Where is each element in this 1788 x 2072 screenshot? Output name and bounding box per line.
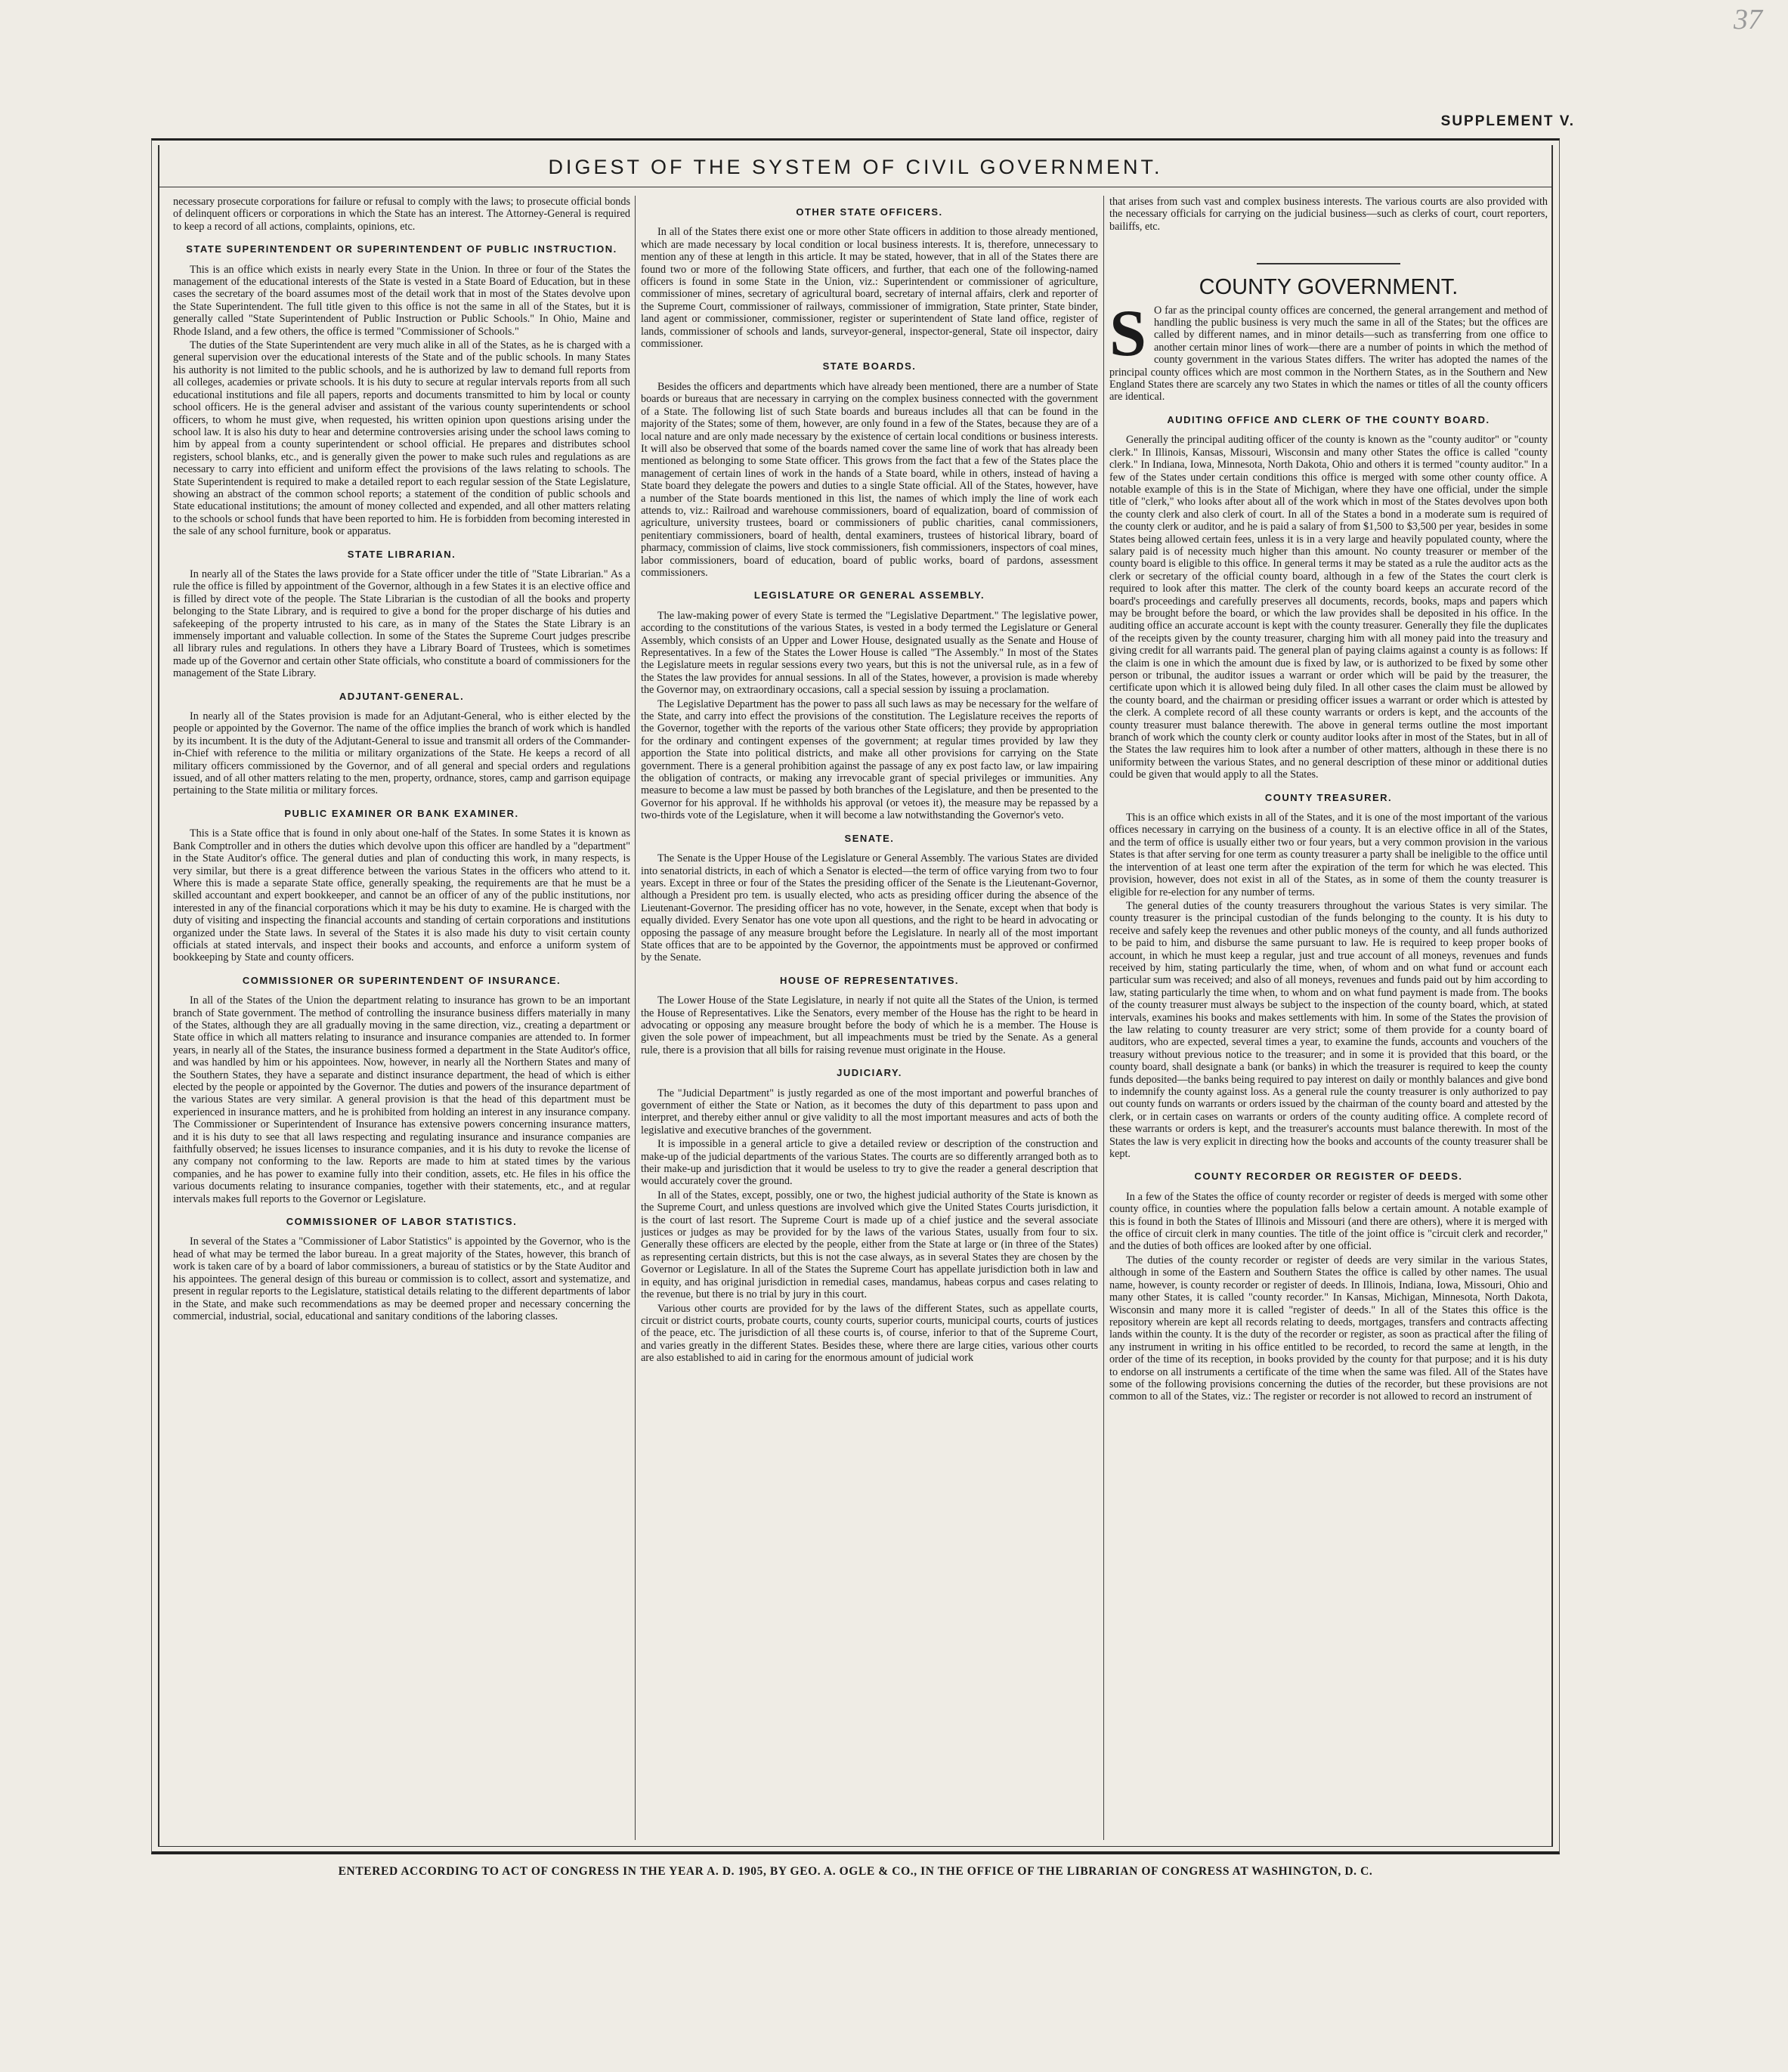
paragraph: This is an office which exists in all of the States, and it is one of the most important of the various offices necessary in carrying on the business of a county. It is an elective office in all of the States, and the term of office is usually either two or four years, but a very common provision in the various States is that after serving for one term as county treasurer a party shall be ineligible to the office until the intervention of at least one term after the expiration of the term for which he was elected. This provision, however, does not exist in all of the States, as in some of them the county treasurer is eligible for re-election for any number of terms.	[1109, 812, 1548, 898]
copyright-line: ENTERED ACCORDING TO ACT OF CONGRESS IN THE YEAR A. D. 1905, BY GEO. A. OGLE & CO., IN THE OFFICE OF THE LIBRARIAN OF CONGRESS AT WASHINGTON, D. C.	[338, 1865, 1373, 1878]
section-heading: COUNTY TREASURER.	[1264, 791, 1393, 803]
paragraph: This is an office which exists in nearly every State in the Union. In three or four of the States the management of the educational interests of the State is vested in a State Board of Education, but in these cases the secretary of the board assumes most of the detail work that in most of the States devolve upon the State Superintendent. The full title given to this office is not the same in all of the States, but it is generally called "State Superintendent of Public Instruction or Public Schools." In Ohio, Maine and Rhode Island, and a few others, the office is termed "Commissioner of Schools."	[173, 263, 630, 338]
paragraph: that arises from such vast and complex business interests. The various courts are also provided with the necessary officials for carrying on the judicial business—such as clerks of court, court reporters, bailiffs, etc.	[1109, 196, 1548, 233]
county-intro-paragraph	[1109, 296, 1548, 404]
section-heading: COMMISSIONER OR SUPERINTENDENT OF INSURANCE.	[242, 974, 561, 986]
paragraph: The "Judicial Department" is justly regarded as one of the most important and powerful branches of government of either the State or Nation, as it becomes the duty of this department to pass upon and interpret, and thereby either annul or give validity to all the most important measures and acts of both the legislative and executive branches of the government.	[641, 1087, 1098, 1137]
supplement-label: SUPPLEMENT V.	[1440, 113, 1575, 129]
section-heading: HOUSE OF REPRESENTATIVES.	[779, 974, 960, 986]
column-divider	[1103, 196, 1104, 1840]
digest-frame	[151, 138, 1560, 1854]
paragraph: The Senate is the Upper House of the Legislature or General Assembly. The various States are divided into senatorial districts, in each of which a Senator is elected—the term of office varying from two to four years. Except in three or four of the States the presiding officer of the Senate is the Lieutenant-Governor, although a President pro tem. is usually elected, who acts as presiding officer during the absence of the Lieutenant-Governor. The presiding officer has no vote, however, in the Senate, except when that body is equally divided. Every Senator has one vote upon all questions, and the right to be heard in advocating or opposing the passage of any measure brought before the Legislature. In nearly all of the most important State offices that are to be appointed by the Governor, the appointments must be approved or confirmed by the Senate.	[641, 852, 1098, 964]
page-title: DIGEST OF THE SYSTEM OF CIVIL GOVERNMENT.	[548, 156, 1163, 178]
column-divider	[635, 196, 636, 1840]
frame-inner	[158, 145, 1553, 1847]
paragraph: Various other courts are provided for by the laws of the different States, such as appellate courts, circuit or district courts, probate courts, county courts, superior courts, municipal courts, courts of justices of the peace, etc. The jurisdiction of all these courts is, of course, inferior to that of the Supreme Court, and varies greatly in the different States. Besides these, where there are large cities, various other courts are also established to aid in caring for the enormous amount of judicial work	[641, 1302, 1098, 1365]
section-heading: STATE BOARDS.	[822, 360, 917, 373]
paragraph: Generally the principal auditing officer of the county is known as the "county auditor" or "county clerk." In Illinois, Kansas, Missouri, Wisconsin and many other States the office is called "county clerk." In Indiana, Iowa, Minnesota, North Dakota, Ohio and others it is termed "county auditor." In a few of the States under certain conditions this office is merged with some other county office. A notable example of this is in the State of Michigan, where they have one official, under the simple title of "clerk," who looks after about all of the work which in most of the States devolves upon both the county clerk and also clerk of court. In all of the States a bond in a moderate sum is required of the county clerk or auditor, and he is paid a salary of from $1,500 to $3,500 per year, besides in some States being allowed certain fees, unless it is in a very large and heavily populated county, where the salary paid is of necessity much higher than this amount. No county treasurer or member of the county board is eligible to this office. In general terms it may be stated as a rule the auditor acts as the clerk or secretary of the official county board, although in a few of the States the court clerk is required to look after this matter. The clerk of the county board keeps an accurate record of the board's proceedings and carefully preserves all documents, records, books, maps and papers which may be brought before the board, or which the law provides shall be deposited in his office. In the auditing office an accurate account is kept with the county treasurer. Generally they file the duplicates of the receipts given by the county treasurer, charging him with all money paid into the treasury and giving credit for all warrants paid. The general plan of paying claims against a county is as follows: If the claim is one in which the amount due is fixed by law, or is authorized to be fixed by some other person or tribunal, the auditor issues a warrant or order which will be paid by the treasurer, the certificate upon which it is allowed being duly filed. In all other cases the claim must be allowed by the county board, and the chairman or presiding officer issues a warrant or order which is attested by the clerk. A complete record of all these county warrants or orders is kept, and the accounts of the county treasurer must balance therewith. The above in general terms outline the most important branch of work which the county clerk or county auditor looks after in most of the States, but in all of the States the law requires him to look after a number of other matters, although in these there is no uniformity between the various States, and no general description of these minor or additional duties could be given that would apply to all the States.	[1109, 434, 1548, 781]
section-heading: JUDICIARY.	[837, 1067, 902, 1079]
section-heading: AUDITING OFFICE AND CLERK OF THE COUNTY BOARD.	[1167, 413, 1490, 425]
section-heading: SENATE.	[844, 832, 895, 844]
paragraph: It is impossible in a general article to give a detailed review or description of the construction and make-up of the judicial departments of the various States. The courts are so differently arranged both as to their make-up and jurisdiction that it would be useless to try to give the reader a general description that would accurately cover the ground.	[641, 1138, 1098, 1188]
paragraph: The Lower House of the State Legislature, in nearly if not quite all the States of the Union, is termed the House of Representatives. Like the Senators, every member of the House has the right to be heard in advocating or opposing any measure brought before the body of which he is a member. The House is given the sole power of impeachment, but all impeachments must be tried by the Senate. As a general rule, there is a provision that all bills for raising revenue must originate in the House.	[641, 994, 1098, 1056]
section-rule	[1257, 263, 1400, 264]
section-heading: ADJUTANT-GENERAL.	[339, 690, 465, 702]
paragraph: The Legislative Department has the power to pass all such laws as may be necessary for the welfare of the State, and carry into effect the provisions of the constitution. The Legislature receives the reports of the Governor, together with the reports of the various other State officers; they provide by appropriation for the ordinary and contingent expenses of the government; at regular times provided by law they apportion the State into political districts, and make all other provisions for carrying on the State government. There is a general prohibition against the passage of any ex post facto law, or law impairing the obligation of contracts, or making any irrevocable grant of special privileges or immunities. Any measure to become a law must be passed by both branches of the Legislature, and then be presented to the Governor for his approval. If he withholds his approval (or vetoes it), the measure may be repassed by a two-thirds vote of the Legislature, when it will become a law notwithstanding the Governor's veto.	[641, 697, 1098, 822]
paragraph: In several of the States a "Commissioner of Labor Statistics" is appointed by the Governor, who is the head of what may be termed the labor bureau. In a great majority of the States, however, this branch of work is taken care of by a board of labor commissioners, a bureau of statistics or by the State Auditor and his appointees. The general design of this bureau or commission is to collect, assort and systematize, and present in regular reports to the Legislature, statistical details relating to the different departments of labor in the State, and make such recommendations as may be deemed proper and necessary concerning the commercial, industrial, social, educational and sanitary conditions of the laboring classes.	[173, 1235, 630, 1322]
paragraph: In nearly all of the States provision is made for an Adjutant-General, who is either elected by the people or appointed by the Governor. The name of the office implies the branch of work which is handled by its incumbent. It is the duty of the Adjutant-General to issue and transmit all orders of the Commander-in-Chief with reference to the militia or military organizations of the State. He keeps a record of all military officers commissioned by the Governor, and of all general and special orders and regulations issued, and of all other matters relating to the men, property, ordnance, stores, camp and garrison equipage pertaining to the State militia or military forces.	[173, 710, 630, 797]
paragraph: In a few of the States the office of county recorder or register of deeds is merged with some other county office, in counties where the population falls below a certain amount. A notable example of this is found in both the States of Illinois and Missouri (and there are others), where it is merged with the office of circuit clerk in many counties. The title of the joint office is "circuit clerk and recorder," and the duties of both offices are looked after by one official.	[1109, 1190, 1548, 1253]
column-middle	[641, 196, 1098, 1840]
county-intro-text: O far as the principal county offices are concerned, the general arrangement and method of handling the public business is very much the same in all of the States; but the offices are called by different names, and in minor details—such as transferring from one office to another certain minor lines of work—there are a number of points in which the method of county government in the various States differs. The writer has adopted the names of the principal county offices which are most common in the Northern States, as in the Southern and New England States there are scarcely any two States in which the names or titles of all the county officers are identical.	[1109, 304, 1548, 404]
paragraph: Besides the officers and departments which have already been mentioned, there are a number of State boards or bureaus that are necessary in carrying on the complex business connected with the government of a State. The following list of such State boards and bureaus includes all that can be found in the majority of the States; some of them, however, are only found in a few of the States, because they are of a local nature and are only made necessary by the existence of certain local conditions or business interests. It will also be observed that some of the boards named cover the same line of work that has already been mentioned as belonging to some State officer. This grows from the fact that a few of the States place the management of certain lines of work in the hands of a State board, while in others, instead of having a State board they delegate the powers and duties to a single State official. All of the States, however, have a number of the State boards mentioned in this list, the names of which imply the line of work each attends to, viz.: Railroad and warehouse commissioners, board of equalization, board of commission of agriculture, university trustees, board or commissioners of public charities, canal commissioners, penitentiary commissioners, board of health, dental examiners, trustees of historical library, board of pharmacy, commission of claims, live stock commissioners, fish commissioners, inspectors of coal mines, labor commissioners, board of education, board of public works, board of pardons, assessment commissioners.	[641, 380, 1098, 579]
paragraph: In nearly all of the States the laws provide for a State officer under the title of "State Librarian." As a rule the office is filled by appointment of the Governor, although in a few States it is an elective office and is filled by direct vote of the people. The State Librarian is the custodian of all the books and property belonging to the State Library, and is required to give a bond for the proper discharge of his duties and safekeeping of the property intrusted to his care, as in many of the States the State Library is an immensely important and valuable collection. In some of the States the Supreme Court judges prescribe all library rules and regulations. In others they have a Library Board of Trustees, which is sometimes made up of the Governor and certain other State officials, who constitute a board of commissioners for the management of the State Library.	[173, 567, 630, 680]
paragraph: The law-making power of every State is termed the "Legislative Department." The legislative power, according to the constitutions of the various States, is vested in a body termed the Legislature or General Assembly, which consists of an Upper and Lower House, designated usually as the Senate and House of Representatives. In a few of the States the Lower House is called "The Assembly." In most of the States the Legislature meets in regular sessions every two years, but this is not the universal rule, as in a few of the States the law provides for annual sessions. In all of the States, however, a provision is made whereby the Governor may, on extraordinary occasions, call a special session by issuing a proclamation.	[641, 609, 1098, 697]
paragraph: In all of the States, except, possibly, one or two, the highest judicial authority of the State is known as the Supreme Court, and unless questions are involved which give the United States Courts jurisdiction, it is the court of last resort. The Supreme Court is made up of a chief justice and the several associate justices or judges as may be provided for by the laws of the various States, usually from four to six. Generally these officers are elected by the people, either from the State at large or (in three of the States) as representing certain districts, but this is not the case always, as in several States they are chosen by the Governor or Legislature. In all of the States the Supreme Court has appellate jurisdiction both in law and in equity, and has original jurisdiction in remedial cases, mandamus, habeas corpus and cases relating to the revenue, but there is no trial by jury in this court.	[641, 1189, 1098, 1301]
section-heading: STATE SUPERINTENDENT OR SUPERINTENDENT OF PUBLIC INSTRUCTION.	[186, 243, 617, 255]
drop-cap: S	[1109, 296, 1146, 370]
paragraph: In all of the States there exist one or more other State officers in addition to those already mentioned, which are made necessary by local condition or local business interests. It is, therefore, unnecessary to mention any of these at length in this article. It may be stated, however, that in all of the States there are found two or more of the following State officers, and further, that each one of the following-named officers is found in some State in the Union, viz.: Superintendent or commissioner of agriculture, commissioner of mines, secretary of agricultural board, secretary of internal affairs, clerk and reporter of the Supreme Court, commissioner of railways, commissioner of immigration, State printer, State binder, land agent or commissioner, commissioner, register or superintendent of State land office, register of lands, commissioner of schools and lands, surveyor-general, inspector-general, State oil inspector, dairy commissioner.	[641, 226, 1098, 351]
paragraph: The general duties of the county treasurers throughout the various States is very similar. The county treasurer is the principal custodian of the funds belonging to the county. It is his duty to receive and safely keep the revenues and other public moneys of the county, and all funds authorized to be paid to him, and disburse the same pursuant to law. He is required to keep proper books of account, in which he must keep a regular, just and true account of all moneys, revenues and funds received by him, stating particularly the time, when, of whom and on what fund or account each particular sum was received; and also of all moneys, revenues and funds paid out by him according to law, stating particularly the time when, to whom and on what fund payment is made from. The books of the county treasurer must always be subject to the inspection of the county board, which, at stated intervals, examines his books and makes settlements with him. In some of the States the provision of the law relating to county treasurer are very strict; some of them provide for a county board of auditors, who are expected, several times a year, to examine the funds, accounts and vouchers of the treasury without previous notice to the treasurer; and in some it is provided that this board, or the county board, shall designate a bank (or banks) in which the treasurer is required to keep the county funds deposited—the banks being required to pay interest on daily or monthly balances and give bond to indemnify the county against loss. As a general rule the county treasurer is only authorized to pay out county funds on warrants or orders issued by the chairman of the county board and attested by the clerk, or in certain cases on warrants or orders of the county auditing office. A complete record of these warrants or orders is kept, and the treasurer's accounts must balance therewith. In most of the States the law is very explicit in directing how the books and accounts of the county treasurer shall be kept.	[1109, 899, 1548, 1161]
section-heading: COUNTY RECORDER OR REGISTER OF DEEDS.	[1194, 1171, 1463, 1183]
county-government-title: COUNTY GOVERNMENT.	[1199, 275, 1459, 300]
paragraph: In all of the States of the Union the department relating to insurance has grown to be an important branch of State government. The method of controlling the insurance business differs materially in many of the States, although they are all gradually moving in the same direction, viz., creating a department or State office in which all matters relating to insurance and insurance companies are attended to. In former years, in nearly all of the States, the insurance business formed a department in the State Auditor's office, and was handled by him or his appointees. Now, however, in nearly all the Northern States and many of the Southern States, they have a separate and distinct insurance department, the head of which is either elected by the people or appointed by the Governor. The duties and powers of the insurance department of the various States are very similar. A general provision is that the head of this department must be experienced in insurance matters, and he is prohibited from holding an interest in any insurance company. The Commissioner or Superintendent of Insurance has extensive powers concerning insurance matters, and it is his duty to see that all laws respecting and regulating insurance and insurance companies are faithfully observed; he issues licenses to insurance companies, and it is his duty to revoke the license of any company not conforming to the law. Reports are made to him at stated times by the various companies, and he has power to examine fully into their condition, assets, etc. He files in his office the various documents relating to insurance companies, together with their statements, etc., and at regular intervals makes full reports to the Governor or Legislature.	[173, 994, 630, 1205]
section-heading: PUBLIC EXAMINER OR BANK EXAMINER.	[284, 807, 519, 819]
paragraph: necessary prosecute corporations for failure or refusal to comply with the laws; to prosecute official bonds of delinquent officers or corporations in which the State has an interest. The Attorney-General is required to keep a record of all actions, complaints, opinions, etc.	[173, 196, 630, 233]
paragraph: The duties of the State Superintendent are very much alike in all of the States, as he is charged with a general supervision over the educational interests of the State and of the public schools. In many States his authority is not limited to the public schools, and he is authorized by law to demand full reports from all colleges, academies or private schools. It is his duty to secure at regular intervals reports from all such educational institutions and file all papers, reports and documents transmitted to him by local or county school officers. He is the general adviser and assistant of the various county superintendents or school officers, to whom he must give, when requested, his written opinion upon questions arising under the school law. It is also his duty to hear and determine controversies arising under the school laws coming to him by appeal from a county superintendent or school official. He prepares and distributes school registers, school blanks, etc., and is generally given the power to make such rules and regulations as are necessary to carry into efficient and uniform effect the provisions of the laws relating to schools. The State Superintendent is required to make a detailed report to each regular session of the State Legislature, showing an abstract of the common school reports; a statement of the condition of public schools and State educational institutions; the amount of money collected and expended, and all other matters relating to the schools or school funds that have been reported to him. He is forbidden from becoming interested in the sale of any school furniture, book or apparatus.	[173, 339, 630, 538]
column-right-body	[1109, 414, 1548, 1403]
paragraph: The duties of the county recorder or register of deeds are very similar in the various States, although in some of the Eastern and Southern States the office is called by other names. The usual name, however, is county recorder or register of deeds. In Illinois, Indiana, Iowa, Missouri, Ohio and many other States, it is called "county recorder." In Kansas, Michigan, Minnesota, North Dakota, Wisconsin and many more it is called "register of deeds." In all of the States this office is the repository wherein are kept all records relating to deeds, mortgages, transfers and contracts affecting lands within the county. It is the duty of the recorder or register, as soon as practical after the filing of any instrument in writing in his office entitled to be recorded, to record the same at length, in the order of the time of its reception, in books provided by the county for that purpose; and it is his duty to endorse on all instruments a certificate of the time when the same was filed. All of the States have some of the following provisions concerning the duties of the recorder, but these provisions are not common to all of the States, viz.: The register or recorder is not allowed to record an instrument of	[1109, 1254, 1548, 1403]
section-heading: STATE LIBRARIAN.	[347, 548, 456, 560]
section-heading: OTHER STATE OFFICERS.	[796, 206, 943, 218]
column-left	[173, 196, 630, 1840]
column-right-top	[1109, 196, 1548, 233]
column-right	[1109, 196, 1548, 1840]
paragraph: This is a State office that is found in only about one-half of the States. In some States it is known as Bank Comptroller and in others the duties which devolve upon this officer are handled by a "department" in the State Auditor's office. The general duties and plan of conducting this work, in many respects, is very similar, but there is a great difference between the various States in the officers who attend to it. Where this is made a separate State office, generally speaking, the requirements are that he must be a skilled accountant and expert bookkeeper, and cannot be an officer of any of the public institutions, nor interested in any of the financial corporations which it may be his duty to examine. He is charged with the duty of visiting and inspecting the financial accounts and standing of certain corporations and institutions organized under the State laws. In several of the States it is also made his duty to visit certain county officials at stated intervals, and inspect their books and accounts, and enforce a uniform system of bookkeeping by State and county officers.	[173, 827, 630, 964]
page-number: 37	[1734, 4, 1762, 36]
section-heading: LEGISLATURE OR GENERAL ASSEMBLY.	[753, 589, 985, 601]
section-heading: COMMISSIONER OF LABOR STATISTICS.	[286, 1216, 518, 1228]
